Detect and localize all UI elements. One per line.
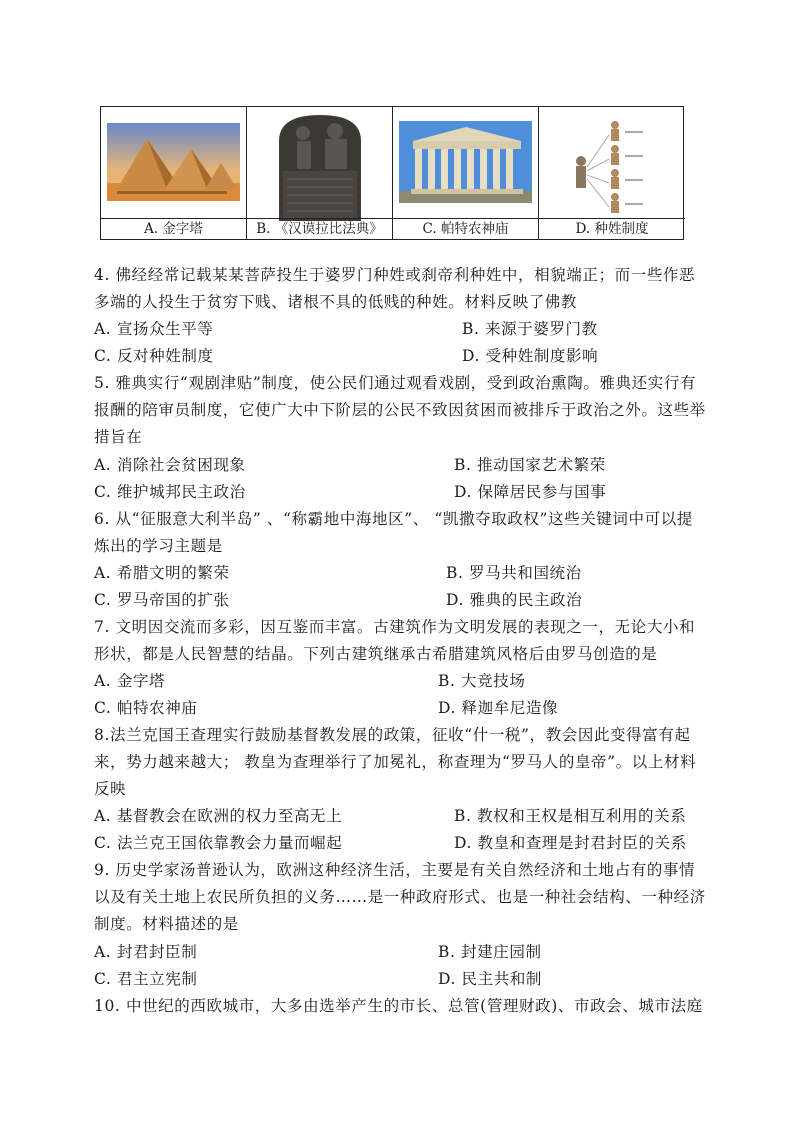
image-cell-d <box>539 107 685 239</box>
question-5-stem: 5. 雅典实行“观剧津贴”制度，使公民们通过观看戏剧，受到政治熏陶。雅典还实行有报酬的陪审员制度，它使广大中下阶层的公民不致因贫困而被排斥于政治之外。这些举措旨在 <box>94 374 706 446</box>
q7-option-c[interactable]: C. 帕特农神庙 <box>94 699 198 717</box>
q8-option-d[interactable]: D. 教皇和查理是封君封臣的关系 <box>454 834 687 852</box>
q4-option-c[interactable]: C. 反对种姓制度 <box>94 347 214 365</box>
parthenon-photo-icon <box>399 111 532 221</box>
q7-option-d[interactable]: D. 释迦牟尼造像 <box>438 699 559 717</box>
q5-option-a[interactable]: A. 消除社会贫困现象 <box>94 456 246 474</box>
q4-option-a[interactable]: A. 宣扬众生平等 <box>94 320 214 338</box>
question-6-stem: 6. 从“征服意大利半岛” 、“称霸地中海地区”、 “凯撒夺取政权”这些关键词中可以提炼出的学习主题是 <box>94 510 693 555</box>
q9-option-b[interactable]: B. 封建庄园制 <box>438 943 542 961</box>
q6-option-d[interactable]: D. 雅典的民主政治 <box>446 591 583 609</box>
q9-option-a[interactable]: A. 封君封臣制 <box>94 943 198 961</box>
caption-d: D. 种姓制度 <box>539 218 685 239</box>
question-7-stem: 7. 文明因交流而多彩，因互鉴而丰富。古建筑作为文明发展的表现之一，无论大小和形状，都是人民智慧的结晶。下列古建筑继承古希腊建筑风格后由罗马创造的是 <box>94 618 696 663</box>
image-cell-b <box>247 107 393 239</box>
image-cell-c <box>393 107 539 239</box>
caption-b: B. 《汉谟拉比法典》 <box>247 218 392 239</box>
image-options-table <box>100 106 684 240</box>
question-10-stem: 10. 中世纪的西欧城市，大多由选举产生的市长、总管(管理财政)、市政会、城市法庭 <box>94 997 703 1015</box>
caption-a: A. 金字塔 <box>101 218 246 239</box>
q5-option-c[interactable]: C. 维护城邦民主政治 <box>94 483 246 501</box>
image-cell-a <box>101 107 247 239</box>
q6-option-b[interactable]: B. 罗马共和国统治 <box>446 564 582 582</box>
q8-option-c[interactable]: C. 法兰克王国依靠教会力量而崛起 <box>94 834 343 852</box>
q9-option-d[interactable]: D. 民主共和制 <box>438 970 543 988</box>
q5-option-d[interactable]: D. 保障居民参与国事 <box>454 483 607 501</box>
caption-c: C. 帕特农神庙 <box>393 218 538 239</box>
q8-option-a[interactable]: A. 基督教会在欧洲的权力至高无上 <box>94 807 343 825</box>
q4-option-d[interactable]: D. 受种姓制度影响 <box>462 347 599 365</box>
q7-option-a[interactable]: A. 金字塔 <box>94 672 166 690</box>
hammurabi-stele-photo-icon <box>253 111 386 221</box>
q5-option-b[interactable]: B. 推动国家艺术繁荣 <box>454 456 606 474</box>
q4-option-b[interactable]: B. 来源于婆罗门教 <box>462 320 598 338</box>
question-4-stem: 4. 佛经经常记载某某菩萨投生于婆罗门种姓或刹帝利种姓中，相貌端正；而一些作恶多端的人投生于贫穷下贱、诸根不具的低贱的种姓。材料反映了佛教 <box>94 266 696 311</box>
pyramids-photo-icon <box>107 111 240 221</box>
question-8-stem: 8.法兰克国王查理实行鼓励基督教发展的政策，征收“什一税”，教会因此变得富有起来，势力越来越大； 教皇为查理举行了加冕礼，称查理为“罗马人的皇帝”。以上材料反映 <box>94 726 697 798</box>
q9-option-c[interactable]: C. 君主立宪制 <box>94 970 198 988</box>
q6-option-a[interactable]: A. 希腊文明的繁荣 <box>94 564 230 582</box>
q7-option-b[interactable]: B. 大竞技场 <box>438 672 526 690</box>
q6-option-c[interactable]: C. 罗马帝国的扩张 <box>94 591 230 609</box>
q8-option-b[interactable]: B. 教权和王权是相互利用的关系 <box>454 807 687 825</box>
question-9-stem: 9. 历史学家汤普逊认为，欧洲这种经济生活，主要是有关自然经济和土地占有的事情以及有关土地上农民所负担的义务……是一种政府形式、也是一种社会结构、一种经济制度。材料描述的是 <box>94 861 706 933</box>
caste-diagram-icon <box>545 111 679 221</box>
